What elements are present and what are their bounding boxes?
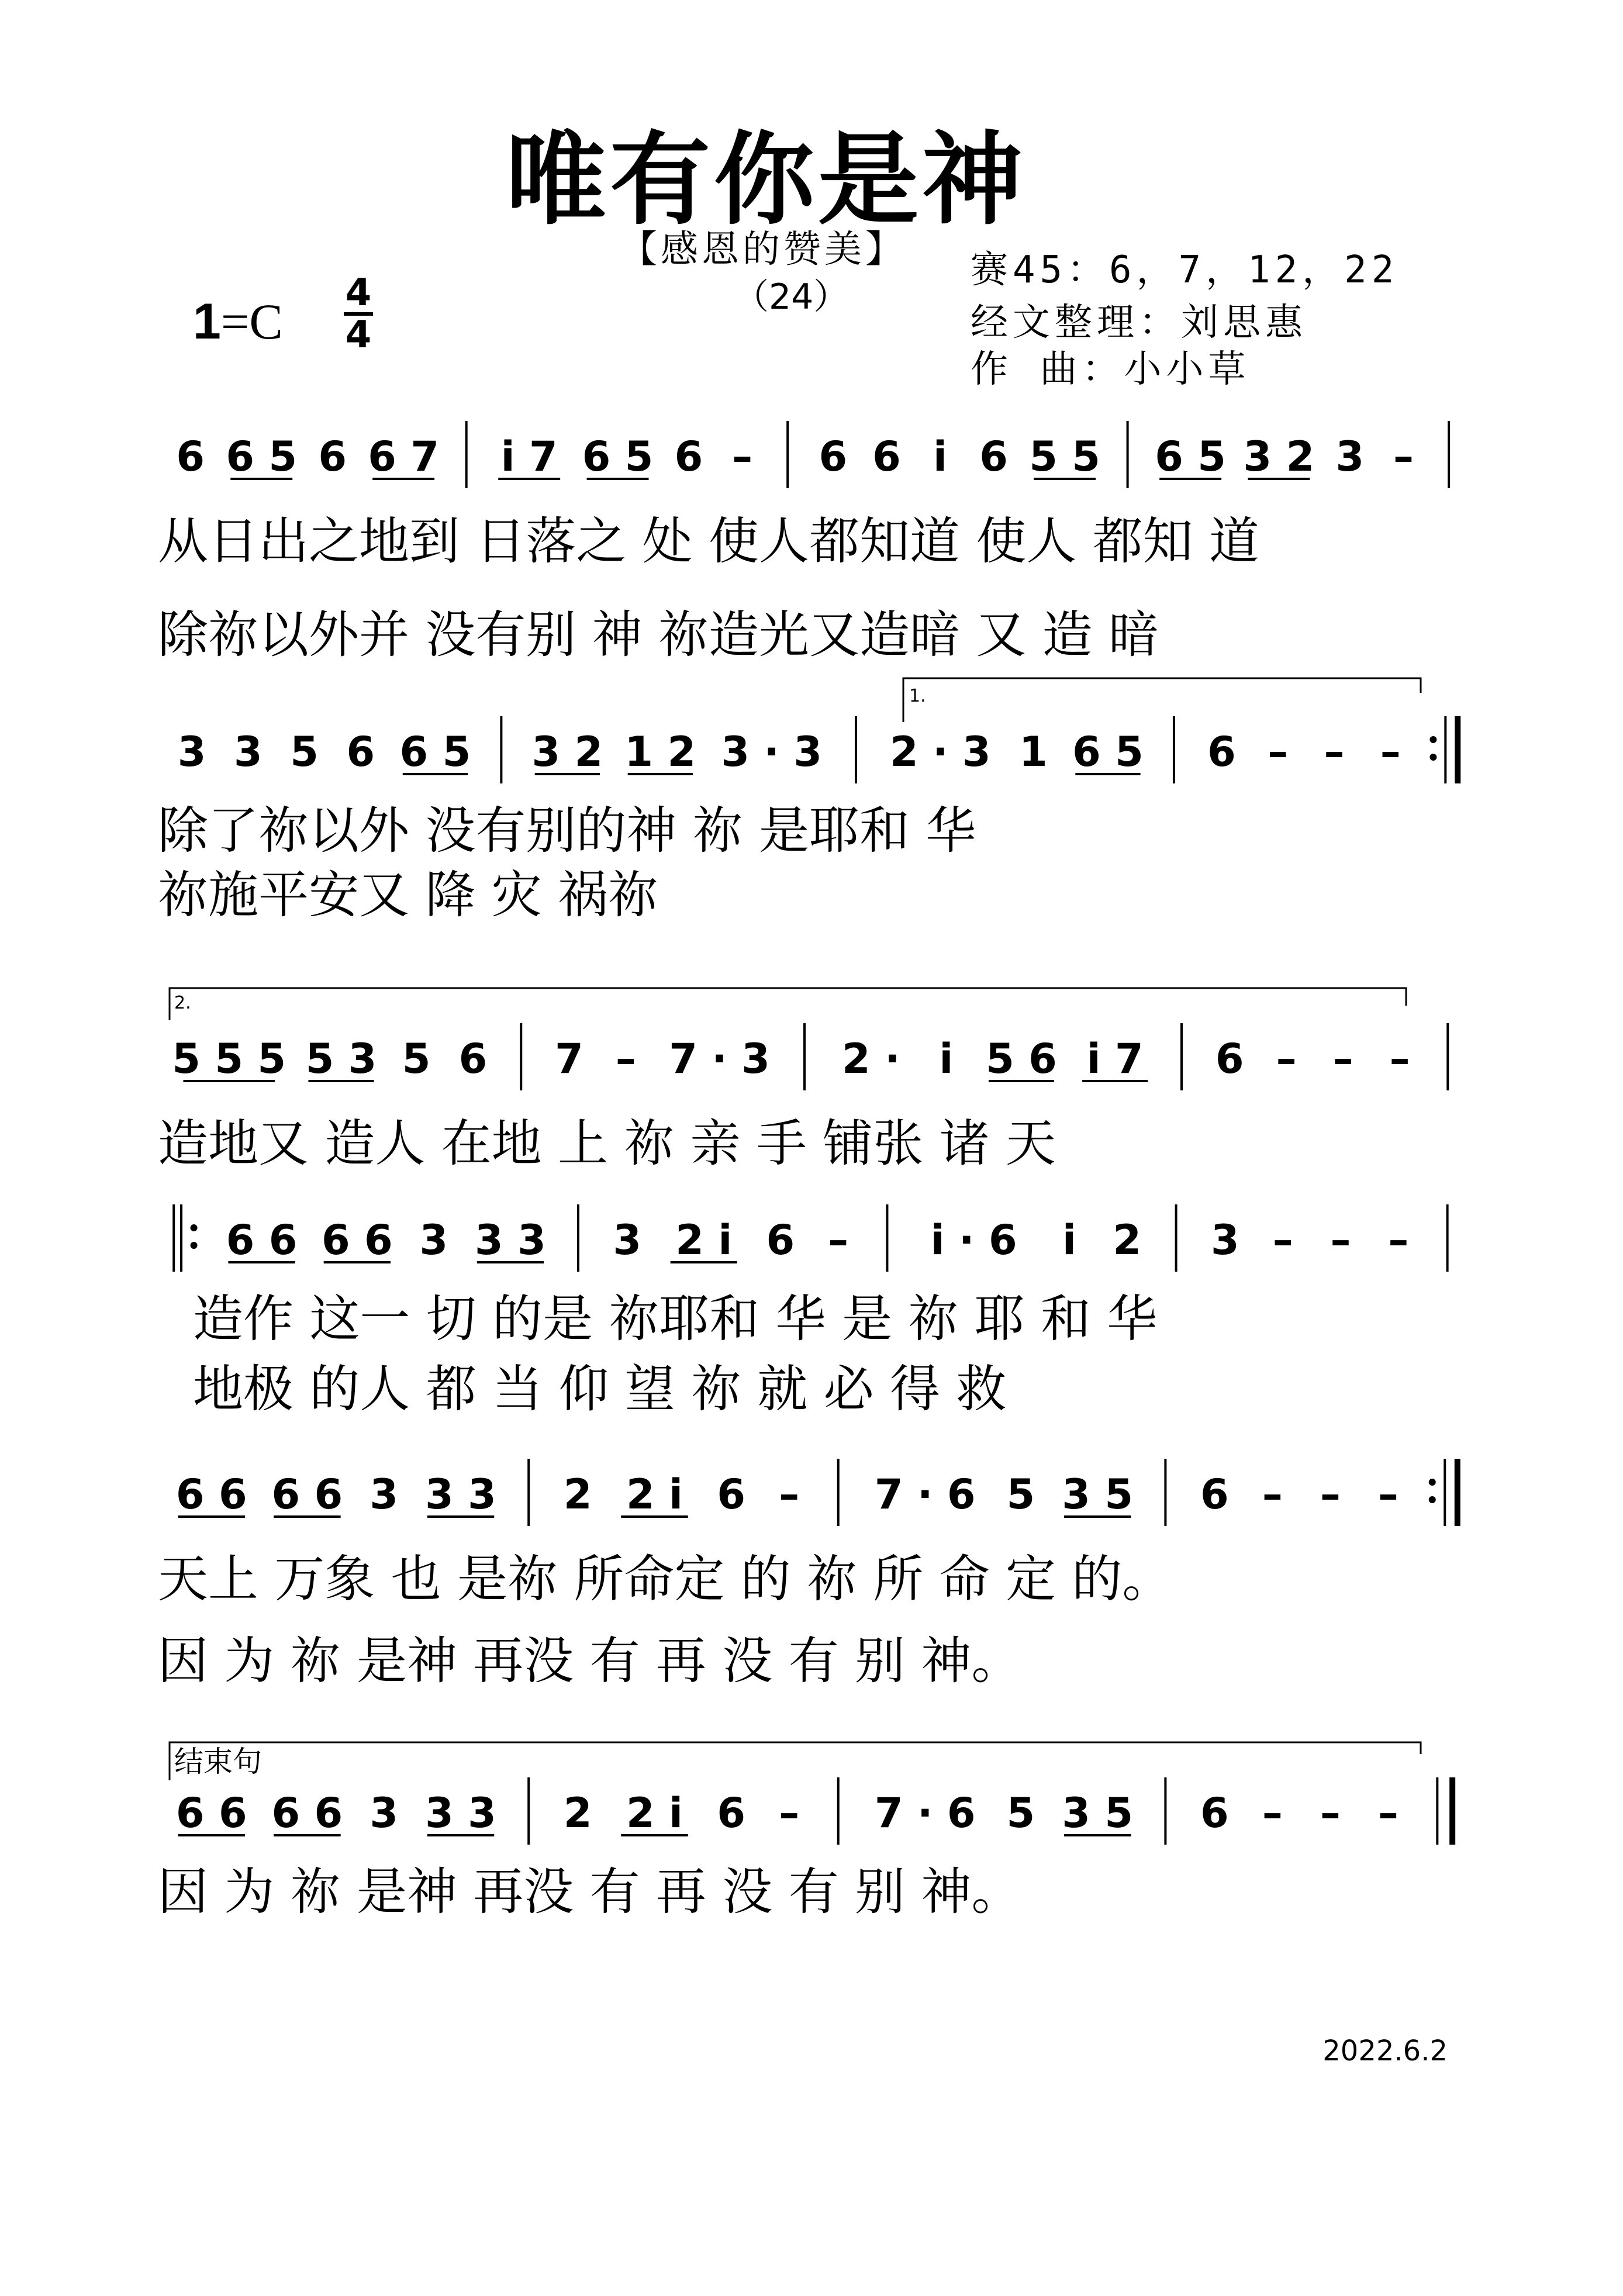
note: i [1062, 1216, 1076, 1264]
repeat-dot [1429, 736, 1436, 743]
lyric-line: 祢施平安又 降 灾 祸祢 [158, 866, 659, 924]
note: 3 [613, 1216, 642, 1264]
note: – [1324, 728, 1345, 776]
note: – [1377, 1789, 1398, 1837]
lyric-line: 天上 万象 也 是祢 所命定 的 祢 所 命 定 的。 [158, 1550, 1173, 1608]
note: 3 [370, 1789, 399, 1837]
key-eq: = [220, 294, 250, 350]
note: 6 5 [1155, 433, 1227, 481]
scripture-ref: 赛45：6，7，12，22 [971, 248, 1399, 292]
repeat-dot [1429, 1496, 1436, 1503]
note: 2 i [675, 1216, 733, 1264]
note: – [1268, 728, 1289, 776]
note: – [615, 1035, 636, 1083]
note: 3 2 [531, 728, 603, 776]
note: 6 [717, 1470, 746, 1518]
note: 6 [1200, 1470, 1229, 1518]
note: – [1320, 1789, 1341, 1837]
note: 3 2 [1243, 433, 1315, 481]
time-bottom: 4 [345, 313, 372, 357]
note: 3 3 [475, 1216, 546, 1264]
note: – [828, 1216, 849, 1264]
composer-credit: 作 曲：小小草 [971, 348, 1251, 391]
note: 7 [555, 1035, 583, 1083]
note: 6 [766, 1216, 795, 1264]
lyric-line: 地极 的人 都 当 仰 望 祢 就 必 得 救 [193, 1360, 1007, 1418]
note: 3 [1211, 1216, 1239, 1264]
note: 6 [346, 728, 375, 776]
note: 6 6 [226, 1216, 298, 1264]
note: 6 6 [175, 1470, 247, 1518]
note: 1 2 [624, 728, 696, 776]
note: 3 [177, 728, 206, 776]
note: – [1262, 1470, 1283, 1518]
note: 6 6 [271, 1470, 343, 1518]
note: 6 [176, 433, 205, 481]
note: 6 6 [271, 1789, 343, 1837]
lyric-line: 从日出之地到 日落之 处 使人都知道 使人 都知 道 [158, 512, 1260, 571]
note: – [1389, 1035, 1410, 1083]
ending-bracket [170, 1742, 1421, 1780]
note: 3 [419, 1216, 448, 1264]
note: 6 [458, 1035, 488, 1083]
volta-2-label: 2. [174, 993, 191, 1013]
note: 3 5 [1062, 1470, 1134, 1518]
note: 5 5 5 [172, 1035, 286, 1083]
note: 2 i [626, 1789, 683, 1837]
time-top: 4 [345, 271, 372, 315]
note: – [1377, 1470, 1398, 1518]
note: 2 · [842, 1035, 900, 1083]
note: – [779, 1789, 800, 1837]
note: 6 5 [399, 728, 471, 776]
lyric-line: 造地又 造人 在地 上 祢 亲 手 铺张 诸 天 [158, 1114, 1056, 1173]
note: 3 3 [425, 1789, 496, 1837]
note: – [1388, 1216, 1409, 1264]
note: 6 [1215, 1035, 1244, 1083]
note: 6 [872, 433, 901, 481]
ending-label: 结束句 [174, 1745, 262, 1779]
note: 1 [1019, 728, 1048, 776]
note: 7 · 3 [669, 1035, 770, 1083]
note: 5 [1006, 1789, 1035, 1837]
song-title: 唯有你是神 [506, 121, 1026, 239]
repeat-dot [191, 1242, 198, 1249]
note: 6 5 [1072, 728, 1144, 776]
collection-name: 【感恩的赞美】 [620, 228, 906, 271]
note: 6 [979, 433, 1008, 481]
note: 6 [1207, 728, 1236, 776]
note: 7 · 6 [874, 1470, 976, 1518]
note: 2 · 3 [890, 728, 991, 776]
lyric-line: 造作 这一 切 的是 祢耶和 华 是 祢 耶 和 华 [193, 1290, 1158, 1348]
note: 3 [1335, 433, 1365, 481]
note: – [1393, 433, 1414, 481]
repeat-dot [1429, 1479, 1436, 1486]
note: 2 [563, 1470, 592, 1518]
volta-1-bracket [903, 678, 1421, 722]
note: – [1276, 1035, 1297, 1083]
note: i [933, 433, 948, 481]
date-stamp: 2022.6.2 [1322, 2035, 1448, 2067]
note: 6 [717, 1789, 746, 1837]
note: – [1332, 1035, 1353, 1083]
lyric-line: 因 为 祢 是神 再没 有 再 没 有 别 神。 [158, 1632, 1022, 1690]
note: 3 3 [425, 1470, 496, 1518]
lyric-line: 因 为 祢 是神 再没 有 再 没 有 别 神。 [158, 1863, 1022, 1921]
note: – [779, 1470, 800, 1518]
note: 6 7 [368, 433, 440, 481]
note: 6 [1200, 1789, 1229, 1837]
lyric-line: 除了祢以外 没有别的神 祢 是耶和 华 [158, 802, 976, 860]
key-name: C [249, 294, 283, 350]
volta-1-label: 1. [909, 686, 926, 706]
note: – [1330, 1216, 1351, 1264]
note: 5 6 [986, 1035, 1057, 1083]
note: 3 5 [1062, 1789, 1134, 1837]
note: 6 5 [226, 433, 298, 481]
note: – [732, 433, 753, 481]
note: 3 [370, 1470, 399, 1518]
note: 2 [1113, 1216, 1142, 1264]
note: 5 [1006, 1470, 1035, 1518]
note: 6 6 [321, 1216, 393, 1264]
song-number: （24） [734, 277, 849, 317]
note: – [1272, 1216, 1293, 1264]
note: 6 6 [175, 1789, 247, 1837]
note: i · 6 [930, 1216, 1017, 1264]
note: 3 [233, 728, 263, 776]
note: 6 [674, 433, 703, 481]
note: 6 5 [582, 433, 654, 481]
note: i 7 [1086, 1035, 1144, 1083]
note: – [1320, 1470, 1341, 1518]
arranger-credit: 经文整理：刘思惠 [971, 301, 1307, 344]
repeat-dot [191, 1224, 198, 1231]
volta-2-bracket [170, 988, 1406, 1020]
note: i [939, 1035, 954, 1083]
note: – [1380, 728, 1401, 776]
key-prefix: 1 [193, 294, 221, 350]
note: 6 [318, 433, 347, 481]
note: – [1262, 1789, 1283, 1837]
note: 7 · 6 [874, 1789, 976, 1837]
note: 2 i [626, 1470, 683, 1518]
note: 3 · 3 [721, 728, 823, 776]
note: 5 5 [1029, 433, 1100, 481]
note: i 7 [500, 433, 558, 481]
note: 6 [819, 433, 848, 481]
note: 5 [290, 728, 319, 776]
note: 5 [402, 1035, 431, 1083]
lyric-line: 除祢以外并 没有别 神 祢造光又造暗 又 造 暗 [158, 606, 1159, 664]
note: 2 [563, 1789, 592, 1837]
note: 5 3 [305, 1035, 377, 1083]
repeat-dot [1429, 754, 1436, 761]
